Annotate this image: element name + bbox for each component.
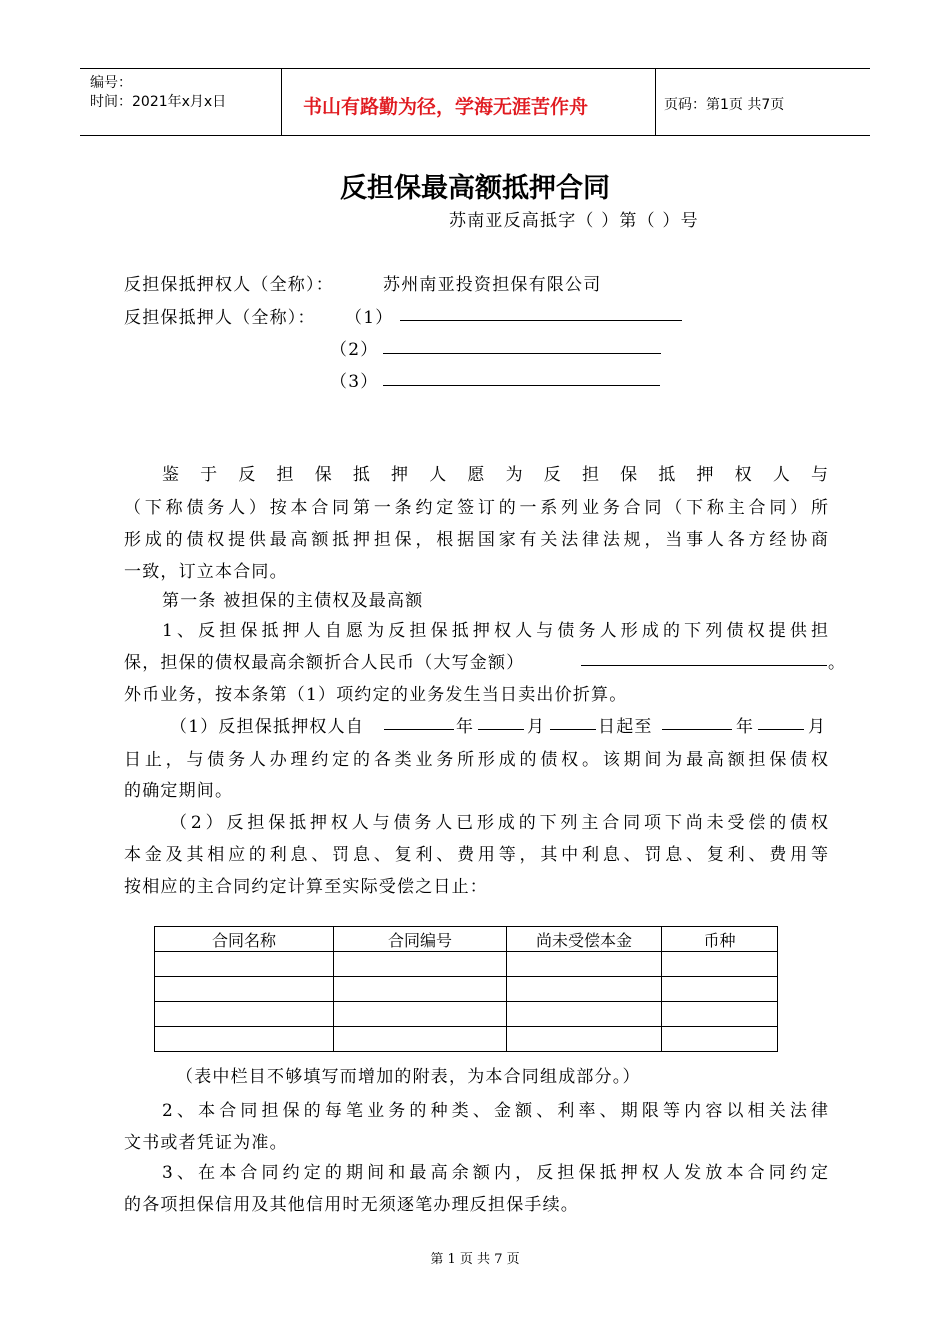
item-1-line-3: 的确定期间。 [124,781,234,801]
mortgagor-label: 反担保抵押人（全称）： [124,308,316,328]
table-cell[interactable] [662,1027,778,1052]
end-year-label: 年 [736,717,755,737]
table-cell[interactable] [507,1002,662,1027]
document-title: 反担保最高额抵押合同 [340,173,610,204]
clause-1-line-3: 外币业务，按本条第（1）项约定的业务发生当日卖出价折算。 [124,685,628,705]
table-cell[interactable] [662,952,778,977]
header-divider-right [655,68,656,135]
table-cell[interactable] [507,952,662,977]
table-cell[interactable] [507,977,662,1002]
table-note: （表中栏目不够填写而增加的附表，为本合同组成部分。） [176,1067,641,1087]
clause-1-line-2: 保，担保的债权最高余额折合人民币（大写金额） [124,653,525,673]
main-contract-table [154,926,778,1052]
table-cell[interactable] [334,1027,507,1052]
mortgagor-2-label: （2） [330,340,379,360]
table-header-outstanding-principal: 尚未受偿本金 [507,927,662,952]
start-year-blank [384,729,454,730]
table-cell[interactable] [334,977,507,1002]
table-cell[interactable] [155,977,334,1002]
table-cell[interactable] [155,1002,334,1027]
table-cell[interactable] [507,1027,662,1052]
table-row [155,1027,778,1052]
header-number-label: 编号： [90,75,132,91]
start-year-label: 年 [456,717,475,737]
table-cell[interactable] [155,1027,334,1052]
header-time-label: 时间：2021年x月x日 [90,94,227,110]
item-1-line-2: 日止，与债务人办理约定的各类业务所形成的债权。该期间为最高额担保债权 [124,750,828,770]
preamble-line-2: （下称债务人）按本合同第一条约定签订的一系列业务合同（下称主合同）所 [124,498,828,518]
clause-1-period: 。 [828,653,847,673]
mortgagor-2-blank [383,353,661,354]
clause-3-line-1: 3、在本合同约定的期间和最高余额内，反担保抵押权人发放本合同约定 [162,1163,828,1183]
table-cell[interactable] [662,977,778,1002]
item-1-prefix: （1）反担保抵押权人自 [170,717,365,737]
amount-blank [581,665,827,666]
table-header-currency: 币种 [662,927,778,952]
start-day-blank [550,729,596,730]
end-month-label: 月 [808,717,827,737]
reference-number: 苏南亚反高抵字（ ）第（ ）号 [449,211,699,231]
item-2-line-3: 按相应的主合同约定计算至实际受偿之日止： [124,877,488,897]
preamble-line-4: 一致，订立本合同。 [124,562,288,582]
start-month-label: 月 [527,717,546,737]
table-row [155,977,778,1002]
start-month-blank [478,729,524,730]
clause-1-line-1: 1、反担保抵押人自愿为反担保抵押权人与债务人形成的下列债权提供担 [162,621,828,641]
clause-2-line-2: 文书或者凭证为准。 [124,1133,288,1153]
mortgagee-name: 苏州南亚投资担保有限公司 [383,275,602,295]
mortgagor-1-label: （1） [345,308,394,328]
article-1-heading: 第一条 被担保的主债权及最高额 [162,591,424,611]
header-motto: 书山有路勤为径，学海无涯苦作舟 [303,96,589,118]
item-2-line-2: 本金及其相应的利息、罚息、复利、费用等，其中利息、罚息、复利、费用等 [124,845,828,865]
start-day-label: 日起至 [598,717,653,737]
header-page-info: 页码：第1页 共7页 [664,97,785,113]
table-header-contract-number: 合同编号 [334,927,507,952]
end-year-blank [662,729,732,730]
table-cell[interactable] [662,1002,778,1027]
end-month-blank [758,729,804,730]
preamble-line-1: 鉴于反担保抵押人愿为反担保抵押权人与 [162,465,828,485]
item-2-line-1: （2）反担保抵押权人与债务人已形成的下列主合同项下尚未受偿的债权 [170,813,828,833]
table-cell[interactable] [334,1002,507,1027]
mortgagor-3-blank [383,385,660,386]
table-cell[interactable] [155,952,334,977]
preamble-line-3: 形成的债权提供最高额抵押担保，根据国家有关法律法规，当事人各方经协商 [124,530,828,550]
header-bottom-rule [80,135,870,136]
mortgagor-3-label: （3） [330,372,379,392]
mortgagee-label: 反担保抵押权人（全称）： [124,275,334,295]
clause-3-line-2: 的各项担保信用及其他信用时无须逐笔办理反担保手续。 [124,1195,579,1215]
table-row [155,1002,778,1027]
table-cell[interactable] [334,952,507,977]
table-row [155,952,778,977]
table-header-row [155,927,778,952]
table-header-contract-name: 合同名称 [155,927,334,952]
clause-2-line-1: 2、本合同担保的每笔业务的种类、金额、利率、期限等内容以相关法律 [162,1101,828,1121]
mortgagor-1-blank [400,320,682,321]
header-divider-left [281,68,282,135]
header-top-rule [80,68,870,69]
footer-page-number: 第 1 页 共 7 页 [430,1252,520,1267]
